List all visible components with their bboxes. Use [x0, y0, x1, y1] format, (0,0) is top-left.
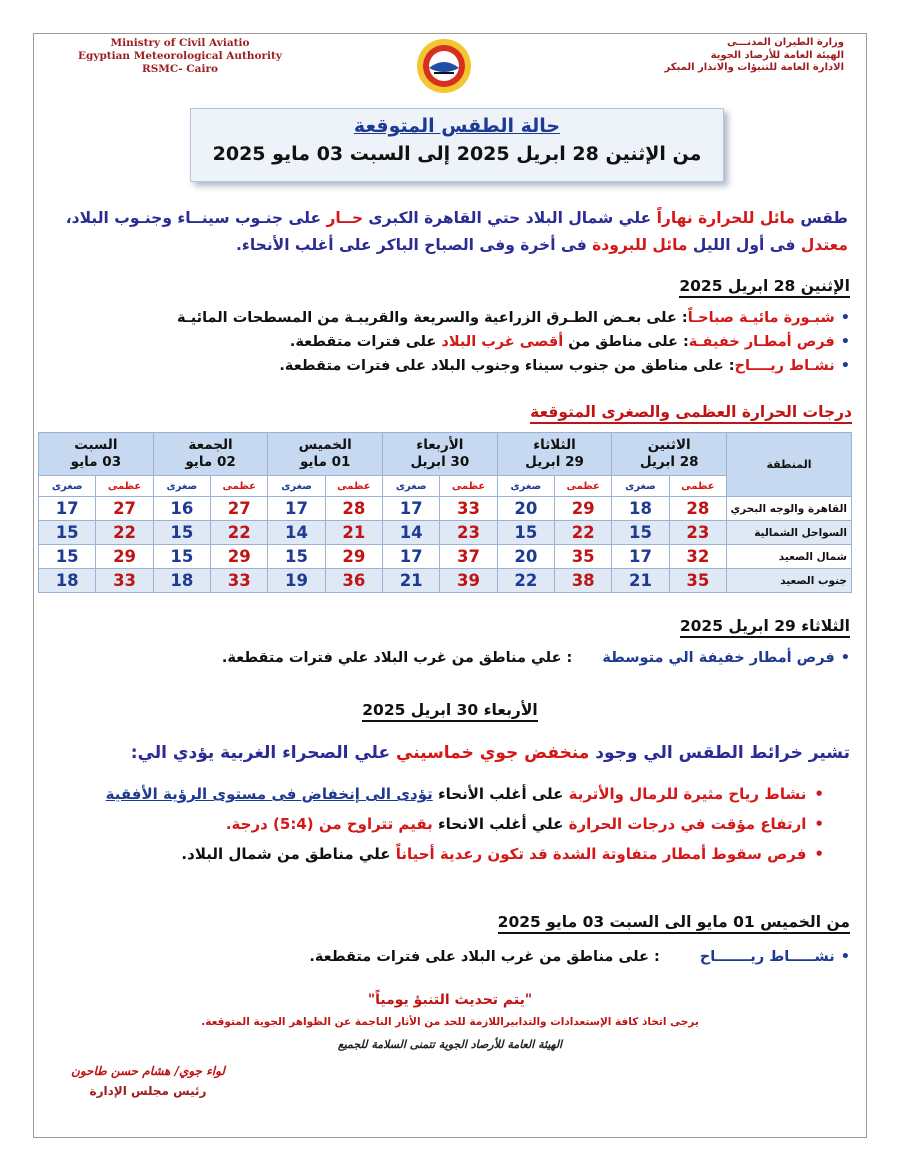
item-term: نشـــــاط ريـــــــاح — [699, 949, 835, 965]
day-header — [497, 433, 612, 476]
intro-part: علي الصحراء الغربية يؤدي الي: — [130, 743, 396, 763]
day1-heading-wrap — [679, 276, 850, 295]
max-cell: 27 — [96, 497, 153, 521]
min-label: صغرى — [612, 476, 669, 497]
safety-wish: الهيئة العامة للأرصاد الجوية تتمنى السلامة للجميع — [337, 1038, 563, 1051]
item-text: : على مناطق من — [563, 334, 689, 350]
list-item — [222, 646, 850, 670]
day-name: الاثنين — [647, 437, 691, 453]
max-cell: 23 — [669, 521, 726, 545]
item-highlight: تؤدى الى إنخفاض فى مستوى الرؤية الأفقية — [105, 785, 433, 803]
list-item — [177, 354, 850, 378]
day2-heading-wrap — [680, 616, 850, 635]
max-cell: 29 — [96, 545, 153, 569]
list-item — [309, 945, 850, 969]
min-cell: 15 — [268, 545, 325, 569]
item-text: علي مناطق من شمال البلاد. — [181, 845, 396, 863]
region-cell: القاهرة والوجه البحري — [727, 497, 852, 521]
min-cell: 17 — [268, 497, 325, 521]
item-text: : علي مناطق من غرب البلاد علي فترات متقطعة. — [221, 650, 573, 666]
min-cell: 15 — [39, 521, 96, 545]
min-cell: 22 — [497, 569, 554, 593]
day-name: الأربعاء — [416, 437, 464, 453]
update-note: "يتم تحديث التنبؤ يومياً" — [367, 992, 533, 1008]
bullet-icon: • — [840, 358, 850, 374]
summary-highlight: مائل للحرارة نهاراً — [656, 209, 795, 227]
ema-logo-icon — [414, 36, 474, 96]
max-cell: 35 — [555, 545, 612, 569]
list-item — [106, 809, 824, 839]
min-cell: 14 — [383, 521, 440, 545]
max-cell: 22 — [211, 521, 268, 545]
max-label: عظمى — [96, 476, 153, 497]
max-cell: 36 — [325, 569, 382, 593]
header-en-line-2: Egyptian Meteorological Authority — [78, 50, 282, 62]
min-cell: 14 — [268, 521, 325, 545]
list-item — [177, 330, 850, 354]
min-cell: 19 — [268, 569, 325, 593]
table-row — [39, 497, 852, 521]
table-title-wrap — [530, 402, 852, 421]
table-row — [39, 521, 852, 545]
day3-heading: الأربعاء 30 ابريل 2025 — [362, 701, 537, 722]
bullet-icon: • — [840, 949, 850, 965]
max-cell: 21 — [325, 521, 382, 545]
min-label: صغرى — [383, 476, 440, 497]
min-label: صغرى — [39, 476, 96, 497]
max-cell: 29 — [325, 545, 382, 569]
item-text: : على بعـض الطـرق الزراعية والسريعة والقريبـة من المسطحات المائيـة — [176, 310, 688, 326]
item-text: : على مناطق من غرب البلاد على فترات متقطعة. — [309, 949, 660, 965]
day3-list — [106, 779, 824, 869]
header-ar-line-2: الهيئة العامة للأرصاد الجوية — [710, 49, 844, 61]
max-cell: 22 — [96, 521, 153, 545]
summary-highlight: معتدل — [800, 236, 848, 254]
table-header-row — [39, 433, 852, 476]
day4-heading-wrap — [498, 912, 850, 931]
header-en-line-3: RSMC- Cairo — [142, 63, 218, 75]
max-cell: 35 — [669, 569, 726, 593]
day3-heading-wrap — [0, 700, 900, 719]
summary-part: طقس — [794, 209, 848, 227]
item-highlight: بقيم تتراوح من (5:4) درجة. — [225, 815, 433, 833]
min-cell: 15 — [153, 545, 210, 569]
list-item — [106, 839, 824, 869]
signer-name: لواء جوي/ هشام حسن طاحون — [71, 1064, 225, 1078]
title-box — [190, 108, 724, 182]
bullet-icon: • — [840, 310, 850, 326]
day-date: 30 ابريل — [410, 454, 470, 470]
item-text: علي أغلب الانحاء — [432, 815, 569, 833]
summary-paragraph — [40, 205, 848, 259]
region-cell: جنوب الصعيد — [727, 569, 852, 593]
item-tail: على فترات متقطعة. — [289, 334, 442, 350]
max-cell: 33 — [211, 569, 268, 593]
day4-heading: من الخميس 01 مايو الى السبت 03 مايو 2025 — [498, 913, 850, 934]
min-cell: 15 — [39, 545, 96, 569]
max-cell: 29 — [555, 497, 612, 521]
item-term: فرص أمطـار خفيفـة — [688, 334, 835, 350]
header-en-line-1: Ministry of Civil Aviatio — [110, 37, 250, 49]
max-label: عظمى — [440, 476, 497, 497]
summary-highlight: حــار — [326, 209, 363, 227]
table-row — [39, 569, 852, 593]
region-cell: شمال الصعيد — [727, 545, 852, 569]
list-item — [177, 306, 850, 330]
signer-title: رئيس مجلس الإدارة — [89, 1084, 207, 1098]
min-cell: 15 — [612, 521, 669, 545]
day-header — [39, 433, 154, 476]
item-term: نشاط رياح مثيرة للرمال والأتربة — [568, 785, 807, 803]
bullet-icon: • — [840, 650, 850, 666]
max-cell: 39 — [440, 569, 497, 593]
min-cell: 21 — [383, 569, 440, 593]
header-english — [60, 37, 300, 76]
max-label: عظمى — [325, 476, 382, 497]
max-cell: 29 — [211, 545, 268, 569]
min-cell: 17 — [39, 497, 96, 521]
bullet-icon: • — [840, 334, 850, 350]
min-cell: 18 — [39, 569, 96, 593]
min-cell: 21 — [612, 569, 669, 593]
item-text: : على مناطق من جنوب سيناء وجنوب البلاد على فترات متقطعة. — [279, 358, 735, 374]
day-header — [268, 433, 383, 476]
day2-heading: الثلاثاء 29 ابريل 2025 — [680, 617, 850, 638]
day-name: السبت — [74, 437, 118, 453]
min-cell: 17 — [383, 497, 440, 521]
bullet-icon: • — [814, 785, 824, 803]
advice-note: يرجى اتخاذ كافة الإستعدادات والتدابيراللازمة للحد من الأثار الناجمة عن الظواهر الجوية المتوقعة. — [201, 1016, 699, 1028]
region-header: المنطقة — [727, 433, 852, 497]
max-cell: 28 — [325, 497, 382, 521]
forecast-period: من الإثنين 28 ابريل 2025 إلى السبت 03 مايو 2025 — [212, 143, 702, 165]
day4-list — [309, 945, 850, 969]
day-header — [612, 433, 727, 476]
day-date: 29 ابريل — [525, 454, 584, 470]
day-date: 01 مايو — [299, 454, 351, 470]
day-name: الثلاثاء — [533, 437, 576, 453]
min-label: صغرى — [497, 476, 554, 497]
summary-part: فى أول الليل — [687, 236, 801, 254]
item-text: على أغلب الأنحاء — [432, 785, 569, 803]
header-arabic — [584, 37, 844, 75]
item-highlight: أقصى غرب البلاد — [441, 334, 564, 350]
min-cell: 18 — [153, 569, 210, 593]
day1-list — [177, 306, 850, 378]
day-name: الخميس — [298, 437, 352, 453]
region-cell: السواحل الشمالية — [727, 521, 852, 545]
min-label: صغرى — [268, 476, 325, 497]
item-term: فرص أمطار خفيفة الي متوسطة — [602, 650, 835, 666]
max-label: عظمى — [555, 476, 612, 497]
header-ar-line-3: الادارة العامة للتنبؤات والانذار المبكر — [664, 62, 844, 73]
day-name: الجمعة — [188, 437, 233, 453]
max-cell: 32 — [669, 545, 726, 569]
temperature-table — [38, 432, 852, 593]
day-date: 02 مايو — [185, 454, 236, 470]
summary-highlight: مائل للبرودة — [592, 236, 688, 254]
day-date: 28 ابريل — [639, 454, 699, 470]
intro-highlight: منخفض جوي خماسيني — [396, 743, 590, 763]
min-cell: 20 — [497, 545, 554, 569]
bullet-icon: • — [814, 815, 824, 833]
day-header — [383, 433, 498, 476]
intro-part: تشير خرائط الطقس الي وجود — [589, 743, 850, 763]
day2-list — [222, 646, 850, 670]
min-cell: 15 — [153, 521, 210, 545]
min-cell: 16 — [153, 497, 210, 521]
day-date: 03 مايو — [70, 454, 122, 470]
max-cell: 27 — [211, 497, 268, 521]
day1-heading: الإثنين 28 ابريل 2025 — [679, 277, 850, 298]
min-cell: 15 — [497, 521, 554, 545]
summary-part: على جنـوب سينــاء وجنـوب البلاد، — [65, 209, 327, 227]
max-cell: 38 — [555, 569, 612, 593]
item-term: فرص سقوط أمطار متفاوتة الشدة قد تكون رعدية أحياناً — [395, 845, 807, 863]
min-cell: 17 — [383, 545, 440, 569]
max-cell: 22 — [555, 521, 612, 545]
header-ar-line-1: وزارة الطيران المدنـــى — [726, 37, 844, 48]
table-title: درجات الحرارة العظمى والصغرى المتوقعة — [530, 403, 852, 424]
summary-part: علي شمال البلاد حتي القاهرة الكبرى — [363, 209, 657, 227]
max-label: عظمى — [211, 476, 268, 497]
min-cell: 17 — [612, 545, 669, 569]
bullet-icon: • — [814, 845, 824, 863]
list-item — [106, 779, 824, 809]
max-cell: 33 — [440, 497, 497, 521]
min-cell: 18 — [612, 497, 669, 521]
page-title: حالة الطقس المتوقعة — [353, 115, 561, 137]
max-cell: 28 — [669, 497, 726, 521]
min-label: صغرى — [153, 476, 210, 497]
max-cell: 23 — [440, 521, 497, 545]
max-cell: 37 — [440, 545, 497, 569]
table-row — [39, 545, 852, 569]
day3-intro — [131, 740, 850, 766]
item-term: شبـورة مائيـة صباحـاً — [687, 310, 835, 326]
item-term: نشـاط ريــــاح — [734, 358, 835, 374]
summary-part: فى أخرة وفى الصباح الباكر على أغلب الأنحاء. — [236, 236, 593, 254]
max-cell: 33 — [96, 569, 153, 593]
min-cell: 20 — [497, 497, 554, 521]
day-header — [153, 433, 268, 476]
max-label: عظمى — [669, 476, 726, 497]
item-term: ارتفاع مؤقت في درجات الحرارة — [568, 815, 807, 833]
